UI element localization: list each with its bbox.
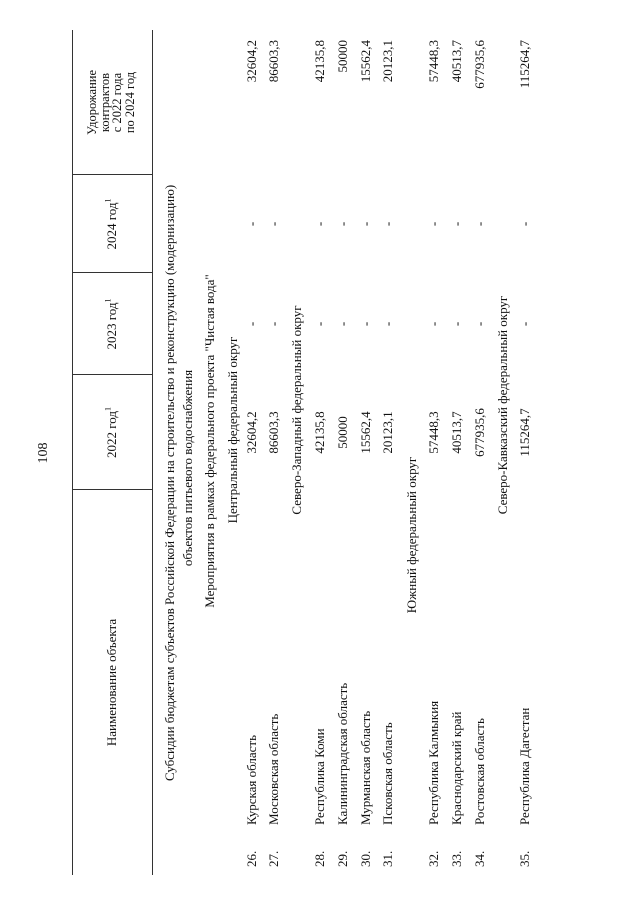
- row-2023: -: [335, 321, 350, 327]
- row-2022: 50000: [335, 416, 350, 449]
- footnote-mark: 1: [103, 298, 113, 303]
- row-total: 32604,2: [244, 40, 259, 83]
- row-name: Республика Коми: [312, 728, 327, 825]
- row-2022: 40513,7: [449, 411, 464, 454]
- header-name: Наименование объекта: [104, 618, 119, 747]
- row-number: 33.: [449, 850, 464, 867]
- row-2024: -: [517, 221, 532, 227]
- row-name: Республика Дагестан: [517, 707, 532, 825]
- footnote-mark: 1: [103, 407, 113, 411]
- subsection-title: Мероприятия в рамках федерального проекта "Чистая вода": [202, 274, 217, 608]
- row-number: 27.: [266, 850, 281, 867]
- row-name: Московская область: [266, 713, 281, 825]
- row-2022: 20123,1: [380, 411, 395, 454]
- header-2022-label: 2022 год: [104, 411, 119, 458]
- header-cost-line: контрактов: [97, 72, 112, 133]
- district-heading: Северо-Кавказский федеральный округ: [495, 295, 510, 515]
- row-name: Республика Калмыкия: [426, 700, 441, 825]
- row-number: 26.: [244, 850, 259, 867]
- row-2024: -: [244, 221, 259, 227]
- header-2022: [105, 375, 119, 490]
- section-title-line-1: Субсидии бюджетам субъектов Российской Федерации на строительство и реконструкцию (модернизацию): [162, 184, 177, 781]
- row-number: 29.: [335, 850, 350, 867]
- row-2023: -: [517, 321, 532, 327]
- row-name: Калининградская область: [335, 682, 350, 825]
- row-name: Ростовская область: [472, 718, 487, 825]
- row-2022: 57448,3: [426, 411, 441, 454]
- header-cost-line: Удорожание: [85, 70, 99, 136]
- row-name: Курская область: [244, 734, 259, 825]
- header-cost-line: по 2024 год: [122, 71, 137, 134]
- row-2023: -: [380, 321, 395, 327]
- row-total: 86603,3: [266, 40, 281, 83]
- row-2022: 15562,4: [358, 411, 373, 454]
- footnote-mark: 1: [103, 198, 113, 203]
- row-2022: 42135,8: [312, 411, 327, 454]
- row-2022: 115264,7: [517, 408, 532, 457]
- header-2024-label: 2024 год: [104, 202, 119, 250]
- page-number: 108: [36, 442, 51, 464]
- row-name: Мурманская область: [358, 710, 373, 825]
- district-heading: Южный федеральный округ: [404, 456, 419, 614]
- row-2024: -: [472, 221, 487, 227]
- row-number: 32.: [426, 850, 441, 867]
- header-2024: [105, 175, 119, 273]
- row-2023: -: [266, 321, 281, 327]
- district-heading: Северо-Западный федеральный округ: [289, 305, 304, 515]
- row-2023: -: [472, 321, 487, 327]
- header-bottom-border: [152, 30, 153, 875]
- row-2022: 677935,6: [472, 408, 487, 457]
- table-top-border: [72, 30, 73, 875]
- row-number: 28.: [312, 850, 327, 867]
- row-total: 15562,4: [358, 40, 373, 83]
- row-number: 30.: [358, 850, 373, 867]
- row-total: 115264,7: [517, 40, 532, 89]
- row-name: Краснодарский край: [449, 711, 464, 825]
- row-total: 677935,6: [472, 40, 487, 89]
- section-title-line-2: объектов питьевого водоснабжения: [180, 369, 195, 567]
- row-total: 50000: [335, 40, 350, 73]
- row-2024: -: [380, 221, 395, 227]
- row-2024: -: [426, 221, 441, 227]
- row-2024: -: [358, 221, 373, 227]
- district-heading: Центральный федеральный округ: [225, 336, 240, 524]
- row-2023: -: [449, 321, 464, 327]
- row-2022: 86603,3: [266, 411, 281, 454]
- row-number: 31.: [380, 850, 395, 867]
- row-2022: 32604,2: [244, 411, 259, 454]
- row-total: 40513,7: [449, 40, 464, 83]
- row-2023: -: [358, 321, 373, 327]
- row-2023: -: [426, 321, 441, 327]
- row-number: 35.: [517, 850, 532, 867]
- row-2023: -: [312, 321, 327, 327]
- header-2023: [105, 273, 119, 375]
- row-2024: -: [312, 221, 327, 227]
- header-cost-increase: [86, 30, 136, 175]
- header-cost-line: с 2022 года: [110, 72, 125, 133]
- row-2023: -: [244, 321, 259, 327]
- row-number: 34.: [472, 850, 487, 867]
- row-total: 42135,8: [312, 40, 327, 83]
- row-2024: -: [266, 221, 281, 227]
- row-2024: -: [335, 221, 350, 227]
- row-total: 20123,1: [380, 40, 395, 83]
- row-total: 57448,3: [426, 40, 441, 83]
- row-2024: -: [449, 221, 464, 227]
- row-name: Псковская область: [380, 722, 395, 825]
- header-2023-label: 2023 год: [104, 302, 119, 350]
